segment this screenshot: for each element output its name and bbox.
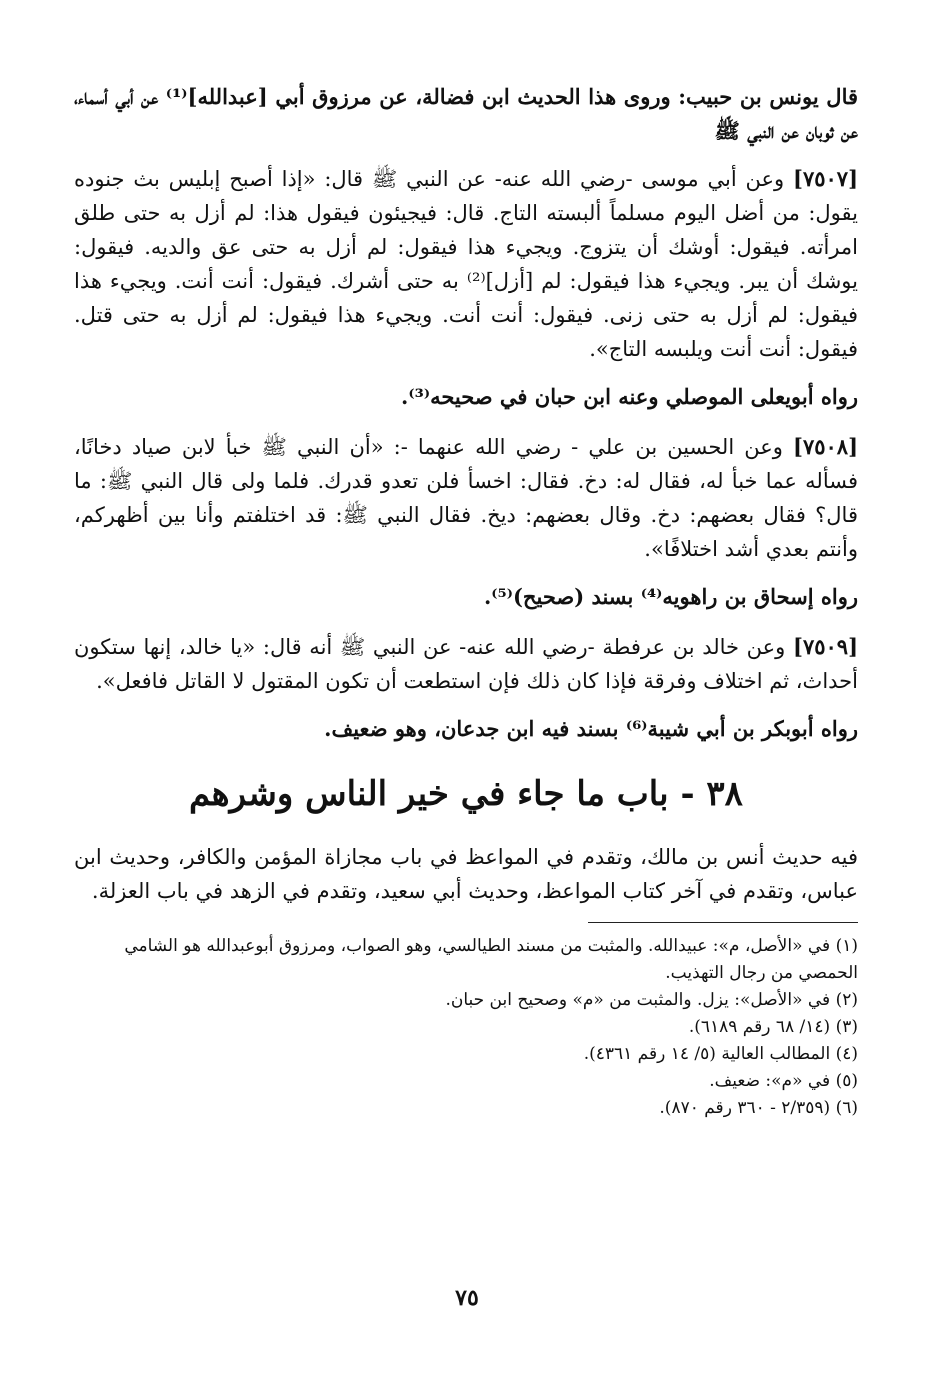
source-line: رواه أبوبكر بن أبي شيبة⁽⁶⁾ بسند فيه ابن جدعان، وهو ضعيف. [324,716,858,741]
chapter-title: ٣٨ - باب ما جاء في خير الناس وشرهم [189,774,743,814]
source-line: رواه إسحاق بن راهويه⁽⁴⁾ بسند (صحيح)⁽⁵⁾. [483,584,858,609]
hadith-text: وعن أبي موسى -رضي الله عنه- عن النبي ﷺ قال: «إذا أصبح إبليس بث جنوده يقول: من أضل اليوم مسلماً ألبسته التاج. قال: فيجيئون فيقول هذا: لم أزل به حتى طلق امرأته. فيقول: أوشك أن يتزوج. ويجيء هذا فيقول: لم أزل به حتى عق والديه. فيقول: يوشك أن يبر. ويجيء هذا فيقول: لم [أزل]⁽²⁾ به حتى أشرك. فيقول: أنت أنت. ويجيء هذا فيقول: لم أزل به حتى زنى. فيقول: أنت أنت. ويجيء هذا فيقول: لم أزل به حتى قتل. فيقول: أنت أنت ويلبسه التاج». [74,167,858,361]
footnote-5: (٥) في «م»: ضعيف. [709,1071,858,1091]
page-number: ٧٥ [455,1285,479,1311]
footnote-3: (٣) (١٤/ ٦٨ رقم ٦١٨٩). [688,1017,858,1037]
footnotes [74,933,858,1122]
paragraph-yunus: قال يونس بن حبيب: وروى هذا الحديث ابن فضالة، عن مرزوق أبي [عبدالله]⁽¹⁾ عن أبي أسماء، عن ثوبان عن النبي ﷺ [74,84,858,143]
footnote-divider [588,922,858,923]
chapter-intro: فيه حديث أنس بن مالك، وتقدم في المواعظ في باب مجازاة المؤمن والكافر، وحديث ابن عباس، وتقدم في آخر كتاب المواعظ، وحديث أبي سعيد، وتقدم في الزهد في باب العزلة. [74,845,858,903]
footnote-6: (٦) (٢/٣٥٩ - ٣٦٠ رقم ٨٧٠). [659,1098,858,1118]
hadith-7507 [74,162,858,366]
source-line: رواه أبويعلى الموصلي وعنه ابن حبان في صحيحه⁽³⁾. [401,384,858,409]
hadith-text: وعن الحسين بن علي - رضي الله عنهما -: «أن النبي ﷺ خبأ لابن صياد دخانًا، فسأله عما خبأ له، فقال له: دخ. فقال: اخسأ فلن تعدو قدرك. فلما ولى قال النبي ﷺ: ما قال؟ فقال بعضهم: دخ. وقال بعضهم: ديخ. فقال النبي ﷺ: قد اختلفتم وأنا بين أظهركم، وأنتم بعدي أشد اختلافًا». [74,435,858,561]
footnote-1: (١) في «الأصل، م»: عبيدالله. والمثبت من مسند الطيالسي، وهو الصواب، ومرزوق أبوعبدالله هو الشامي الحمصي من رجال التهذيب. [124,936,858,983]
footnote-4: (٤) المطالب العالية (٥/ ١٤ رقم ٤٣٦١). [583,1044,858,1064]
hadith-number: [٧٥٠٧] [793,166,858,191]
hadith-7509 [74,630,858,698]
hadith-number: [٧٥٠٨] [793,434,858,459]
footnote-2: (٢) في «الأصل»: يزل. والمثبت من «م» وصحيح ابن حبان. [445,990,858,1010]
hadith-number: [٧٥٠٩] [793,634,858,659]
hadith-7508 [74,430,858,566]
hadith-text: وعن خالد بن عرفطة -رضي الله عنه- عن النبي ﷺ أنه قال: «يا خالد، إنها ستكون أحداث، ثم اختلاف وفرقة فإذا كان ذلك فإن استطعت أن تكون المقتول لا القاتل فافعل». [74,635,858,693]
